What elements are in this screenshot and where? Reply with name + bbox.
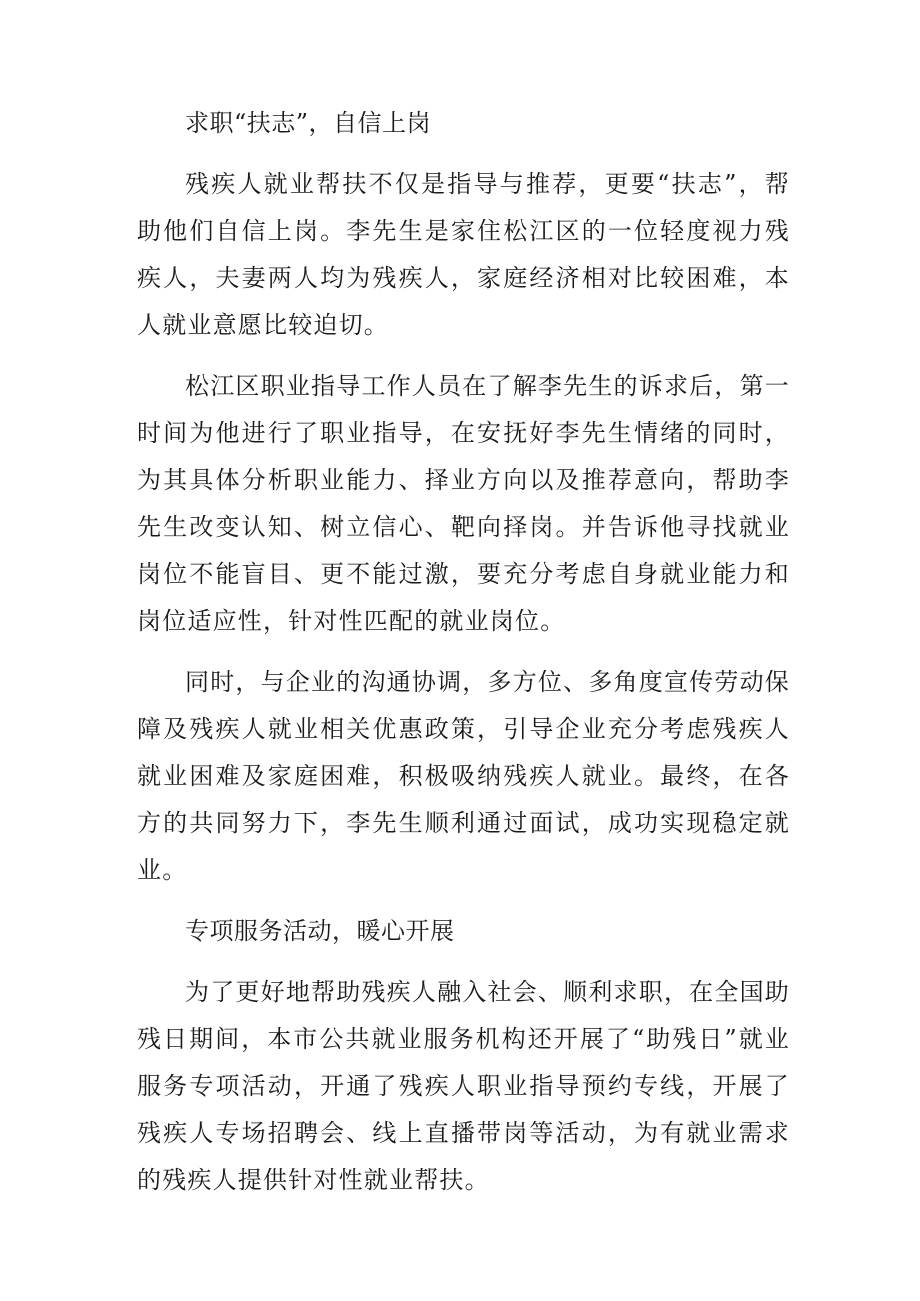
section-heading-job-seeking: 求职“扶志”，自信上岗 — [185, 109, 432, 137]
spacer — [137, 955, 790, 969]
paragraph-intro: 残疾人就业帮扶不仅是指导与推荐，更要“扶志”，帮助他们自信上岗。李先生是家住松江区的一位轻度视力残疾人，夫妻两人均为残疾人，家庭经济相对比较困难，本人就业意愿比较迫切。 — [137, 170, 790, 339]
paragraph-activities: 为了更好地帮助残疾人融入社会、顺利求职，在全国助残日期间，本市公共就业服务机构还开展了“助残日”就业服务专项活动，开通了残疾人职业指导预约专线，开展了残疾人专场招聘会、线上直播带岗等活动，为有就业需求的残疾人提供针对性就业帮扶。 — [137, 978, 790, 1194]
paragraph-guidance: 松江区职业指导工作人员在了解李先生的诉求后，第一时间为他进行了职业指导，在安抚好李先生情绪的同时，为其具体分析职业能力、择业方向以及推荐意向，帮助李先生改变认知、树立信心、靶向择岗。并告诉他寻找就业岗位不能盲目、更不能过激，要充分考虑自身就业能力和岗位适应性，针对性匹配的就业岗位。 — [137, 372, 790, 635]
spacer — [137, 645, 790, 659]
spacer — [137, 894, 790, 908]
spacer — [137, 147, 790, 161]
section-heading-special-services: 专项服务活动，暖心开展 — [185, 917, 455, 945]
paragraph-outcome: 同时，与企业的沟通协调，多方位、多角度宣传劳动保障及残疾人就业相关优惠政策，引导企业充分考虑残疾人就业困难及家庭困难，积极吸纳残疾人就业。最终，在各方的共同努力下，李先生顺利通过面试，成功实现稳定就业。 — [137, 668, 790, 884]
spacer — [137, 349, 790, 363]
